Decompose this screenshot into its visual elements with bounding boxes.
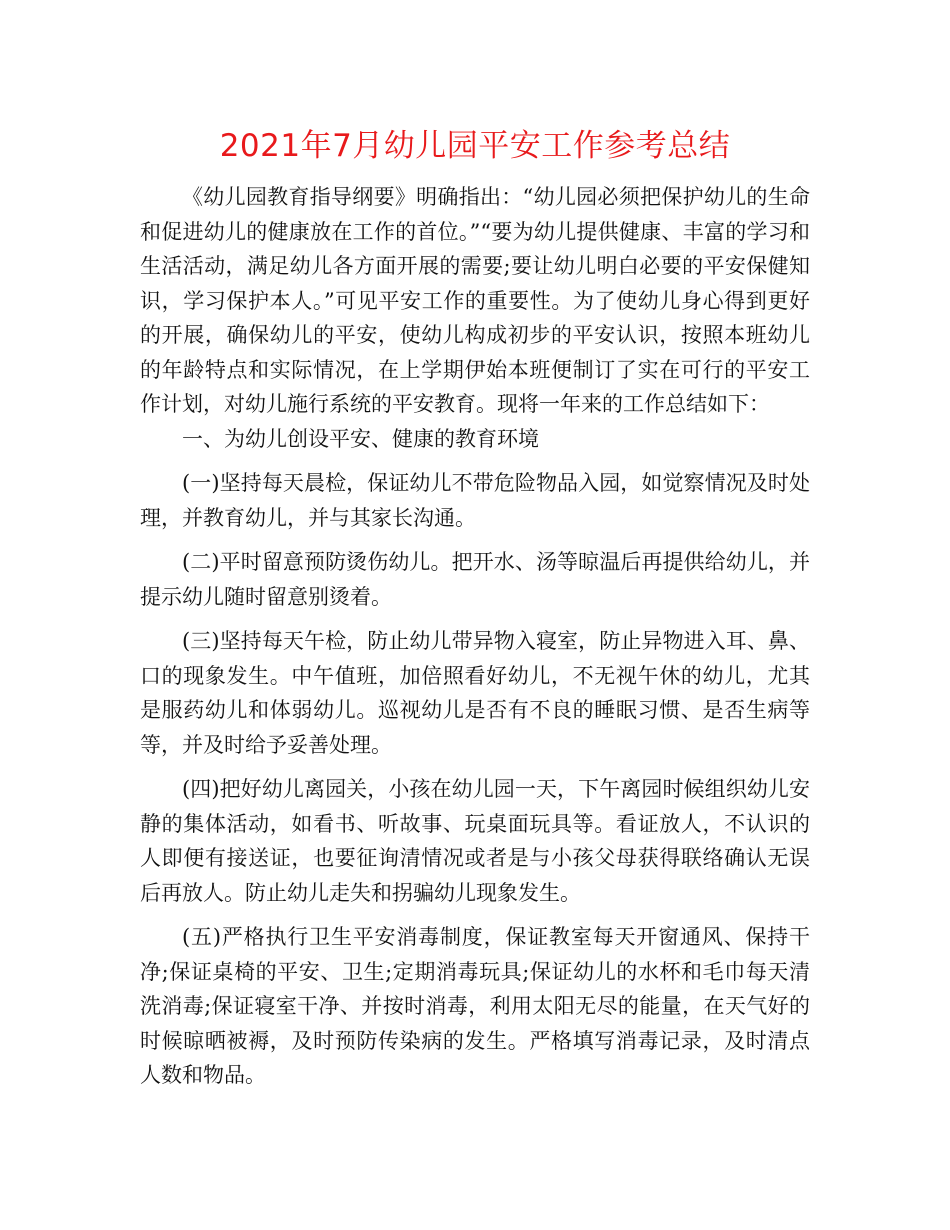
item-paragraph-3: (三)坚持每天午检，防止幼儿带异物入寝室，防止异物进入耳、鼻、口的现象发生。中午值班，加倍照看好幼儿，不无视午休的幼儿，尤其是服药幼儿和体弱幼儿。巡视幼儿是否有不良的睡眠习惯、是否生病等等，并及时给予妥善处理。 [140,629,810,757]
item-paragraph-4: (四)把好幼儿离园关，小孩在幼儿园一天，下午离园时候组织幼儿安静的集体活动，如看书、听故事、玩桌面玩具等。看证放人，不认识的人即便有接送证，也要征询清情况或者是与小孩父母获得联络确认无误后再放人。防止幼儿走失和拐骗幼儿现象发生。 [140,777,810,905]
document-title: 2021年7月幼儿园平安工作参考总结 [219,128,731,164]
item-paragraph-1: (一)坚持每天晨检，保证幼儿不带危险物品入园，如觉察情况及时处理，并教育幼儿，并与其家长沟通。 [140,471,810,530]
item-paragraph-5: (五)严格执行卫生平安消毒制度，保证教室每天开窗通风、保持干净;保证桌椅的平安、卫生;定期消毒玩具;保证幼儿的水杯和毛巾每天清洗消毒;保证寝室干净、并按时消毒，利用太阳无尽的能量，在天气好的时候晾晒被褥，及时预防传染病的发生。严格填写消毒记录，及时清点人数和物品。 [140,925,810,1087]
item-paragraph-2: (二)平时留意预防烫伤幼儿。把开水、汤等晾温后再提供给幼儿，并提示幼儿随时留意别烫着。 [140,550,810,609]
section-heading: 一、为幼儿创设平安、健康的教育环境 [182,426,539,451]
intro-paragraph: 《幼儿园教育指导纲要》明确指出：“幼儿园必须把保护幼儿的生命和促进幼儿的健康放在工作的首位。”“要为幼儿提供健康、丰富的学习和生活活动，满足幼儿各方面开展的需要;要让幼儿明白必要的平安保健知识，学习保护本人。”可见平安工作的重要性。为了使幼儿身心得到更好的开展，确保幼儿的平安，使幼儿构成初步的平安认识，按照本班幼儿的年龄特点和实际情况，在上学期伊始本班便制订了实在可行的平安工作计划，对幼儿施行系统的平安教育。现将一年来的工作总结如下： [140,185,810,416]
